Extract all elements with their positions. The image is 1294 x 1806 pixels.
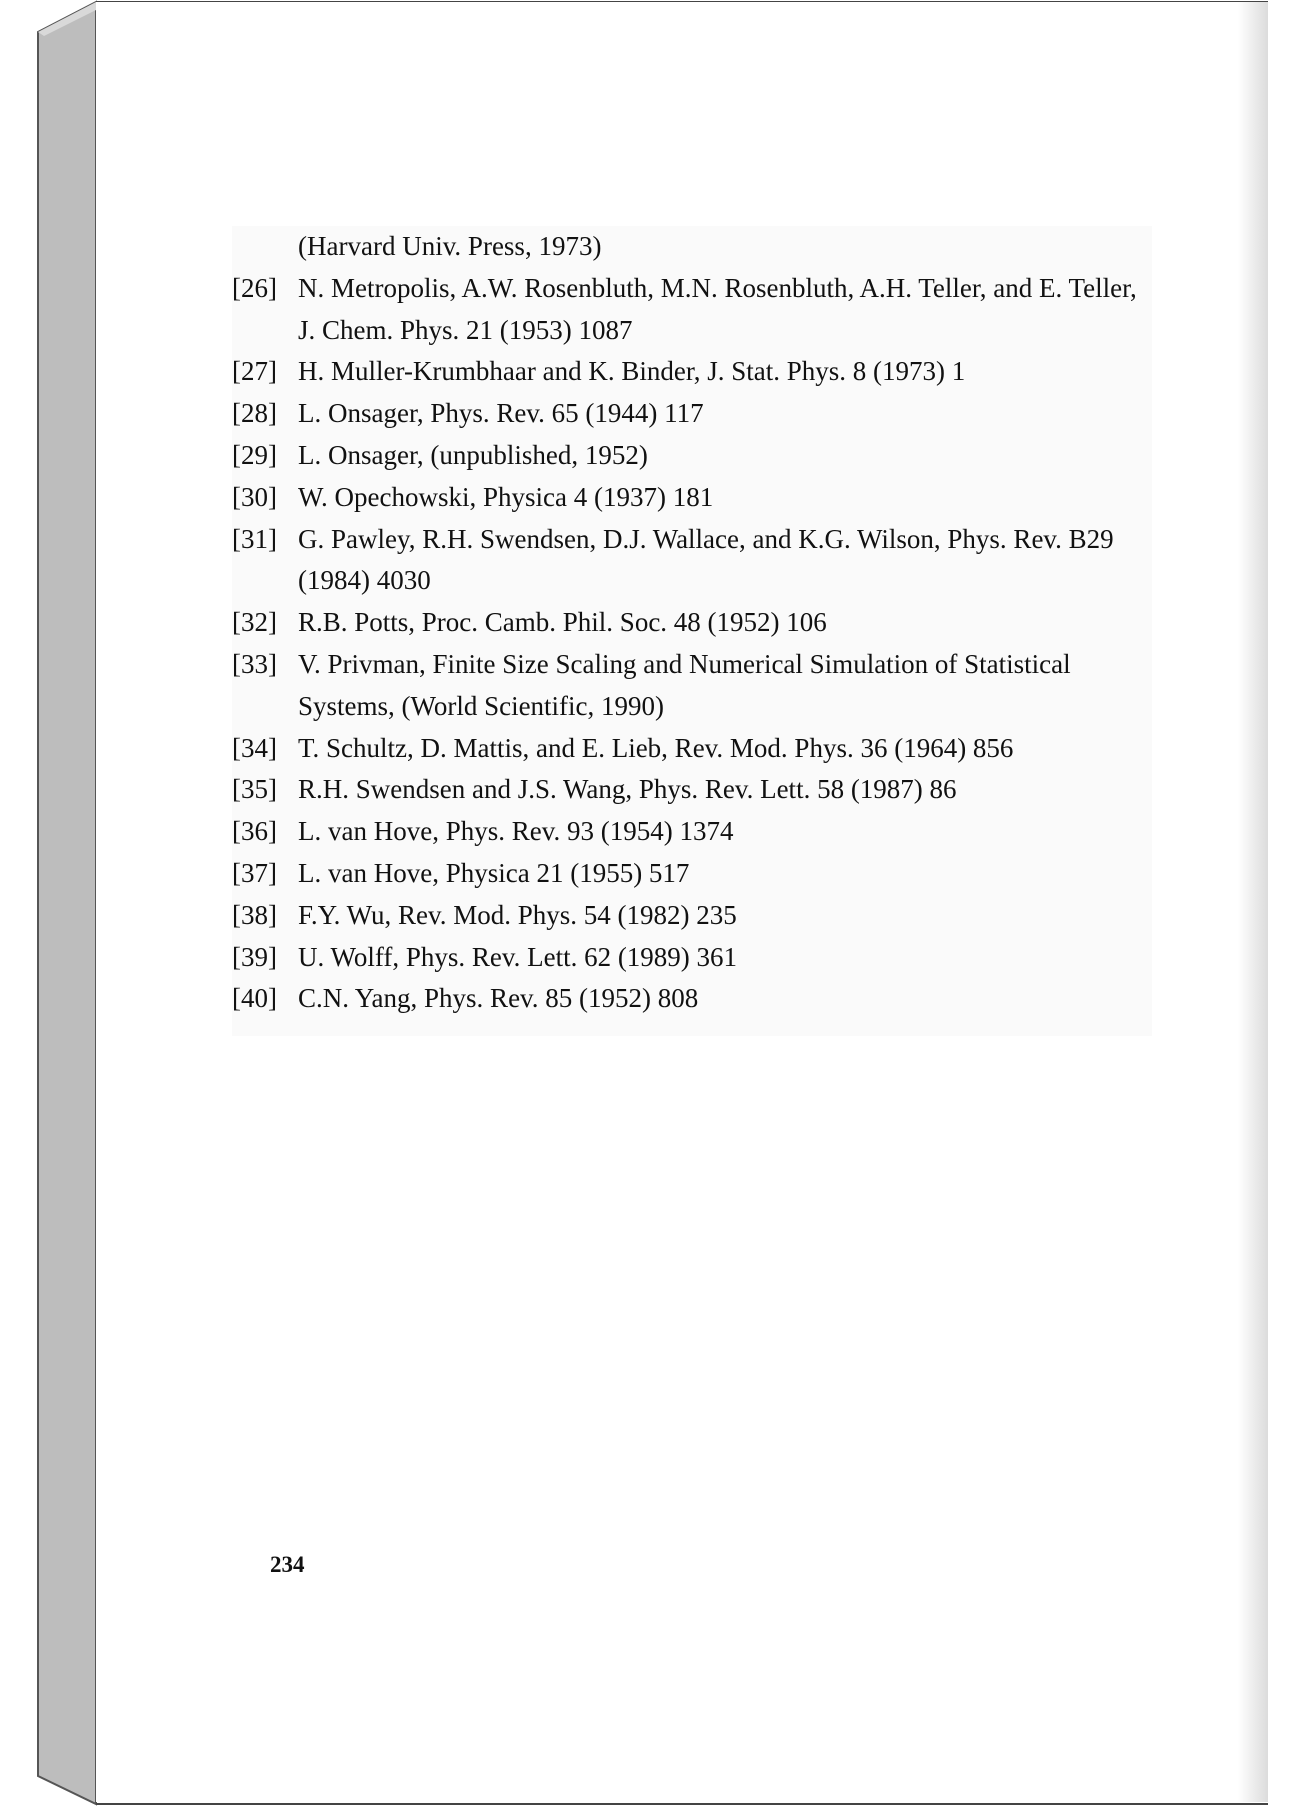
reference-number: [27] xyxy=(232,356,277,387)
page-edge-shadow xyxy=(1238,2,1268,1802)
reference-item xyxy=(232,351,1152,393)
reference-number: [34] xyxy=(232,732,277,763)
reference-item xyxy=(232,268,1152,352)
reference-item xyxy=(232,937,1152,979)
reference-text: U. Wolff, Phys. Rev. Lett. 62 (1989) 361 xyxy=(298,941,738,972)
reference-text: V. Privman, Finite Size Scaling and Numerical Simulation of Statistical Systems, (World Scientific, 1990) xyxy=(298,648,1071,721)
reference-number: [28] xyxy=(232,398,277,429)
reference-number: [35] xyxy=(232,774,277,805)
reference-text: R.H. Swendsen and J.S. Wang, Phys. Rev. Lett. 58 (1987) 86 xyxy=(298,774,957,805)
reference-number: [40] xyxy=(232,983,277,1014)
page-number: 234 xyxy=(270,1552,305,1577)
reference-item xyxy=(232,435,1152,477)
reference-text: C.N. Yang, Phys. Rev. 85 (1952) 808 xyxy=(298,983,699,1014)
reference-text: F.Y. Wu, Rev. Mod. Phys. 54 (1982) 235 xyxy=(298,899,737,930)
reference-number: [30] xyxy=(232,481,277,512)
reference-number: [36] xyxy=(232,816,277,847)
reference-item xyxy=(232,728,1152,770)
reference-item xyxy=(232,393,1152,435)
reference-text: G. Pawley, R.H. Swendsen, D.J. Wallace, and K.G. Wilson, Phys. Rev. B29 (1984) 4030 xyxy=(298,523,1114,596)
reference-number: [38] xyxy=(232,899,277,930)
reference-item xyxy=(232,477,1152,519)
reference-item xyxy=(232,602,1152,644)
reference-number: [33] xyxy=(232,648,277,679)
reference-item xyxy=(232,226,1152,268)
reference-item xyxy=(232,644,1152,728)
reference-number: [26] xyxy=(232,272,277,303)
reference-number: [31] xyxy=(232,523,277,554)
reference-item xyxy=(232,769,1152,811)
reference-text: W. Opechowski, Physica 4 (1937) 181 xyxy=(298,481,714,512)
reference-text: L. Onsager, (unpublished, 1952) xyxy=(298,439,648,470)
reference-item xyxy=(232,978,1152,1020)
reference-text: N. Metropolis, A.W. Rosenbluth, M.N. Rosenbluth, A.H. Teller, and E. Teller, J. Chem. Phys. 21 (1953) 1087 xyxy=(298,272,1137,345)
reference-text: L. van Hove, Phys. Rev. 93 (1954) 1374 xyxy=(298,816,734,847)
reference-item xyxy=(232,853,1152,895)
reference-list xyxy=(232,226,1152,1036)
reference-item xyxy=(232,895,1152,937)
reference-item xyxy=(232,811,1152,853)
reference-number: [39] xyxy=(232,941,277,972)
reference-number: [32] xyxy=(232,607,277,638)
reference-text: T. Schultz, D. Mattis, and E. Lieb, Rev. Mod. Phys. 36 (1964) 856 xyxy=(298,732,1014,763)
reference-text: L. van Hove, Physica 21 (1955) 517 xyxy=(298,857,690,888)
reference-item xyxy=(232,519,1152,603)
reference-text: H. Muller-Krumbhaar and K. Binder, J. Stat. Phys. 8 (1973) 1 xyxy=(298,356,966,387)
reference-number: [37] xyxy=(232,857,277,888)
reference-text: R.B. Potts, Proc. Camb. Phil. Soc. 48 (1952) 106 xyxy=(298,607,827,638)
reference-text: L. Onsager, Phys. Rev. 65 (1944) 117 xyxy=(298,398,704,429)
reference-text: (Harvard Univ. Press, 1973) xyxy=(298,231,602,261)
reference-number: [29] xyxy=(232,439,277,470)
